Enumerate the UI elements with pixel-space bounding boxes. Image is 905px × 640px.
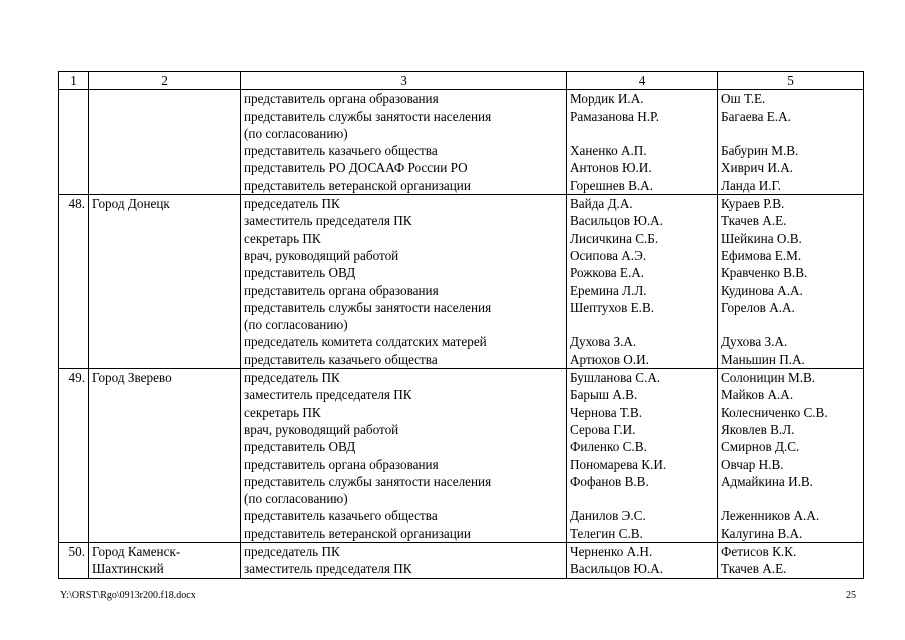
role-line: представитель службы занятости населения [244,473,492,489]
deputy-name: Ткачев А.Е. [721,213,787,229]
row-number [59,369,89,543]
member-name: Васильцов Ю.А. [570,213,664,229]
deputy-name: Кравченко В.В. [721,265,808,281]
member-name: Духова З.А. [570,334,637,350]
deputy-name [721,316,863,333]
member-name: Шептухов Е.В. [570,299,655,315]
row-number [59,90,89,195]
deputy-name [721,490,863,507]
member-name [570,316,717,333]
deputy-name: Кураев Р.В. [721,196,785,212]
role-line: представитель службы занятости населения [244,299,492,315]
role-line: представитель ОВД [244,439,356,455]
deputy-name: Майков А.А. [721,387,794,403]
role-line: представитель казачьего общества [244,508,438,524]
role-line: представитель органа образования [244,91,439,107]
deputy-name: Смирнов Д.С. [721,439,800,455]
header-cell-4: 4 [567,72,718,90]
deputy-name: Калугина В.А. [721,525,803,541]
deputy-name: Адмайкина И.В. [721,473,813,489]
header-cell-1: 1 [59,72,89,90]
member-name: Чернова Т.В. [570,404,642,420]
member-name: Рожкова Е.А. [570,265,645,281]
member-name: Лисичкина С.Б. [570,230,659,246]
deputy-name: Овчар Н.В. [721,456,784,472]
table-row [59,90,864,195]
header-row [59,72,864,90]
row-number-text: 49. [68,370,85,386]
table-row [59,543,864,579]
table-row [59,369,864,543]
member-cell [567,90,718,195]
table-row [59,195,864,369]
role-cell [241,369,567,543]
deputy-name: Ланда И.Г. [721,177,781,193]
deputy-name: Духова З.А. [721,334,788,350]
role-line: заместитель председателя ПК [244,213,412,229]
deputy-name: Ош Т.Е. [721,91,766,107]
role-line: представитель казачьего общества [244,143,438,159]
city-line: Шахтинский [92,561,164,577]
city-cell [89,369,241,543]
role-line: представитель службы занятости населения [244,108,492,124]
member-name: Пономарева К.И. [570,456,667,472]
header-cell-5: 5 [718,72,864,90]
city-cell [89,195,241,369]
role-cell [241,90,567,195]
city-cell [89,90,241,195]
deputy-name: Горелов А.А. [721,299,795,315]
member-name [570,490,717,507]
city-line: Город Каменск- [92,544,181,560]
role-line: представитель органа образования [244,456,439,472]
deputy-cell [718,195,864,369]
member-cell [567,195,718,369]
deputy-name: Колесниченко С.В. [721,404,828,420]
role-line: председатель ПК [244,196,340,212]
city-line: Город Зверево [92,370,172,386]
member-name: Мордик И.А. [570,91,644,107]
member-name: Антонов Ю.И. [570,160,652,176]
deputy-name: Фетисов К.К. [721,544,797,560]
role-line: (по согласованию) [244,125,348,141]
role-line: представитель органа образования [244,282,439,298]
member-name: Серова Г.И. [570,421,636,437]
role-line: врач, руководящий работой [244,247,399,263]
row-number-text [59,90,85,107]
row-number [59,195,89,369]
deputy-name: Бабурин М.В. [721,143,799,159]
member-cell [567,543,718,579]
role-line: заместитель председателя ПК [244,387,412,403]
member-name: Еремина Л.Л. [570,282,647,298]
page-number: 25 [846,590,856,601]
member-name: Данилов Э.С. [570,508,646,524]
file-path: Y:\ORST\Rgo\0913r200.f18.docx [60,590,196,601]
deputy-cell [718,369,864,543]
role-line: врач, руководящий работой [244,421,399,437]
deputy-name: Маньшин П.А. [721,351,805,367]
role-cell [241,195,567,369]
role-line: представитель РО ДОСААФ России РО [244,160,468,176]
member-name: Черненко А.Н. [570,544,653,560]
role-line: заместитель председателя ПК [244,561,412,577]
member-name: Вайда Д.А. [570,196,633,212]
role-line: (по согласованию) [244,317,348,333]
member-name: Рамазанова Н.Р. [570,108,660,124]
row-number-text: 48. [68,196,85,212]
deputy-name: Кудинова А.А. [721,282,803,298]
city-line: Город Донецк [92,196,170,212]
member-cell [567,369,718,543]
header-cell-3: 3 [241,72,567,90]
deputy-name: Ткачев А.Е. [721,561,787,577]
role-line: председатель комитета солдатских матерей [244,334,487,350]
deputy-cell [718,543,864,579]
deputy-name: Яковлев В.Л. [721,421,795,437]
member-name: Телегин С.В. [570,525,643,541]
deputy-name: Шейкина О.В. [721,230,802,246]
member-name: Горешнев В.А. [570,177,654,193]
member-name: Филенко С.В. [570,439,647,455]
member-name: Ханенко А.П. [570,143,647,159]
role-line: секретарь ПК [244,404,321,420]
role-cell [241,543,567,579]
deputy-name: Хиврич И.А. [721,160,794,176]
member-name: Васильцов Ю.А. [570,561,664,577]
role-line: представитель ОВД [244,265,356,281]
role-line: (по согласованию) [244,491,348,507]
city-cell [89,543,241,579]
row-number-text: 50. [68,544,85,560]
role-line: председатель ПК [244,544,340,560]
member-name [570,125,717,142]
deputy-name: Солоницин М.В. [721,370,816,386]
commission-table [58,71,864,579]
member-name: Артюхов О.И. [570,351,649,367]
deputy-name: Леженников А.А. [721,508,820,524]
deputy-cell [718,90,864,195]
member-name: Фофанов В.В. [570,473,649,489]
row-number [59,543,89,579]
role-line: председатель ПК [244,370,340,386]
deputy-name: Багаева Е.А. [721,108,791,124]
member-name: Осипова А.Э. [570,247,647,263]
role-line: представитель ветеранской организации [244,177,471,193]
member-name: Барыш А.В. [570,387,638,403]
header-cell-2: 2 [89,72,241,90]
role-line: представитель ветеранской организации [244,525,471,541]
role-line: секретарь ПК [244,230,321,246]
role-line: представитель казачьего общества [244,351,438,367]
member-name: Бушланова С.А. [570,370,661,386]
deputy-name: Ефимова Е.М. [721,247,802,263]
deputy-name [721,125,863,142]
